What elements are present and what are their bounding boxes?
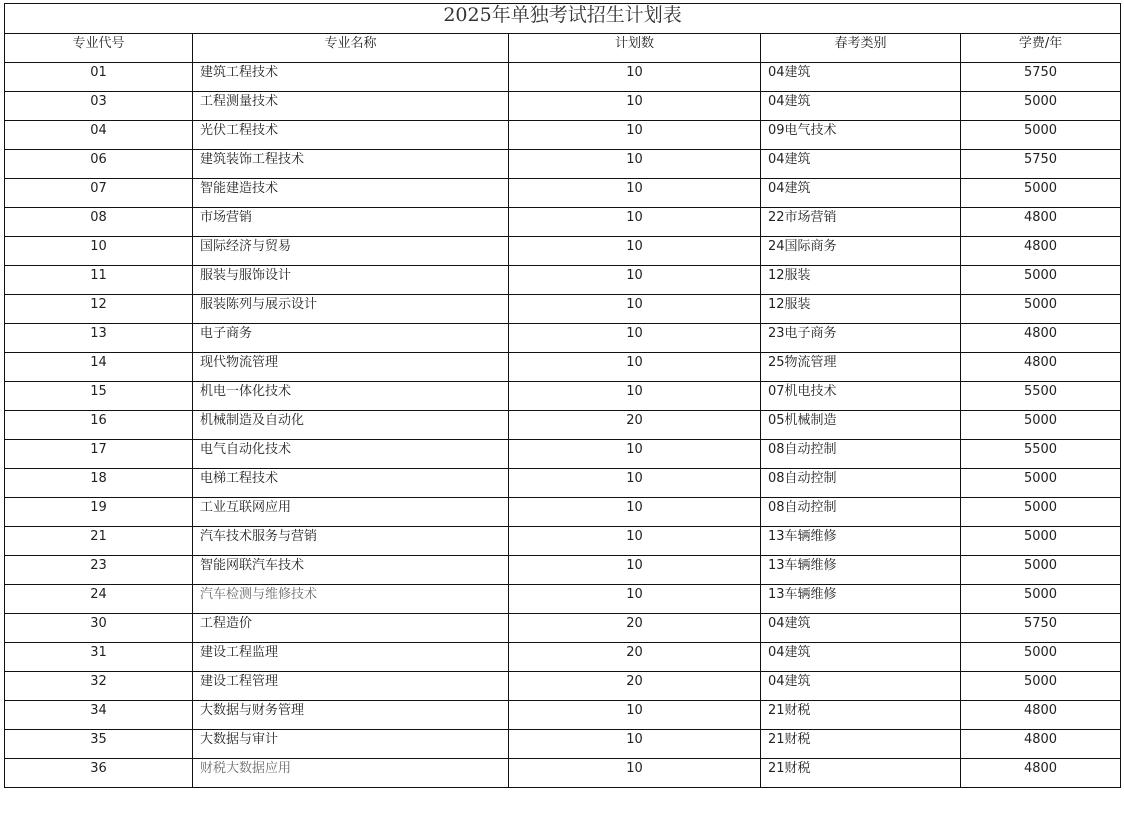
cell-tuition-fee: 5000 <box>961 498 1121 527</box>
cell-tuition-fee: 5000 <box>961 585 1121 614</box>
cell-major-name: 建设工程管理 <box>193 672 509 701</box>
cell-major-name: 汽车检测与维修技术 <box>193 585 509 614</box>
table-row <box>5 527 1121 556</box>
cell-tuition-fee: 5500 <box>961 440 1121 469</box>
table-row <box>5 208 1121 237</box>
table-row <box>5 469 1121 498</box>
cell-code: 30 <box>5 614 193 643</box>
table-row <box>5 121 1121 150</box>
cell-plan-count: 20 <box>509 643 761 672</box>
cell-major-name: 大数据与财务管理 <box>193 701 509 730</box>
table-row <box>5 585 1121 614</box>
cell-plan-count: 10 <box>509 469 761 498</box>
cell-code: 31 <box>5 643 193 672</box>
table-row <box>5 440 1121 469</box>
header-name: 专业名称 <box>193 34 509 63</box>
cell-tuition-fee: 5000 <box>961 121 1121 150</box>
cell-tuition-fee: 4800 <box>961 353 1121 382</box>
enrollment-plan-sheet <box>4 3 1120 788</box>
cell-tuition-fee: 5750 <box>961 63 1121 92</box>
cell-plan-count: 10 <box>509 730 761 759</box>
cell-tuition-fee: 5000 <box>961 295 1121 324</box>
header-plan: 计划数 <box>509 34 761 63</box>
cell-plan-count: 10 <box>509 63 761 92</box>
table-row <box>5 643 1121 672</box>
cell-major-name: 工程测量技术 <box>193 92 509 121</box>
cell-exam-category: 08自动控制 <box>761 498 961 527</box>
cell-tuition-fee: 5000 <box>961 469 1121 498</box>
cell-major-name: 国际经济与贸易 <box>193 237 509 266</box>
cell-code: 10 <box>5 237 193 266</box>
cell-exam-category: 09电气技术 <box>761 121 961 150</box>
cell-major-name: 机电一体化技术 <box>193 382 509 411</box>
cell-plan-count: 10 <box>509 440 761 469</box>
table-row <box>5 701 1121 730</box>
table-row <box>5 672 1121 701</box>
cell-code: 23 <box>5 556 193 585</box>
cell-tuition-fee: 5000 <box>961 411 1121 440</box>
cell-code: 06 <box>5 150 193 179</box>
header-category: 春考类别 <box>761 34 961 63</box>
cell-plan-count: 10 <box>509 237 761 266</box>
cell-plan-count: 20 <box>509 672 761 701</box>
cell-code: 12 <box>5 295 193 324</box>
cell-code: 08 <box>5 208 193 237</box>
table-row <box>5 324 1121 353</box>
cell-major-name: 智能建造技术 <box>193 179 509 208</box>
cell-exam-category: 13车辆维修 <box>761 556 961 585</box>
cell-exam-category: 21财税 <box>761 701 961 730</box>
cell-code: 11 <box>5 266 193 295</box>
header-fee: 学费/年 <box>961 34 1121 63</box>
table-row <box>5 92 1121 121</box>
cell-code: 19 <box>5 498 193 527</box>
table-row <box>5 150 1121 179</box>
cell-tuition-fee: 4800 <box>961 237 1121 266</box>
cell-exam-category: 21财税 <box>761 759 961 788</box>
cell-major-name: 建筑工程技术 <box>193 63 509 92</box>
cell-major-name: 汽车技术服务与营销 <box>193 527 509 556</box>
cell-major-name: 建设工程监理 <box>193 643 509 672</box>
table-row <box>5 353 1121 382</box>
cell-plan-count: 10 <box>509 266 761 295</box>
cell-tuition-fee: 5000 <box>961 179 1121 208</box>
cell-tuition-fee: 5000 <box>961 672 1121 701</box>
cell-plan-count: 20 <box>509 614 761 643</box>
cell-major-name: 服装与服饰设计 <box>193 266 509 295</box>
cell-exam-category: 04建筑 <box>761 63 961 92</box>
table-row <box>5 266 1121 295</box>
header-code: 专业代号 <box>5 34 193 63</box>
table-row <box>5 63 1121 92</box>
cell-exam-category: 04建筑 <box>761 672 961 701</box>
cell-code: 35 <box>5 730 193 759</box>
cell-plan-count: 10 <box>509 324 761 353</box>
cell-plan-count: 10 <box>509 121 761 150</box>
cell-major-name: 工程造价 <box>193 614 509 643</box>
table-row <box>5 759 1121 788</box>
cell-plan-count: 10 <box>509 208 761 237</box>
cell-code: 36 <box>5 759 193 788</box>
cell-tuition-fee: 5000 <box>961 92 1121 121</box>
cell-plan-count: 10 <box>509 527 761 556</box>
cell-code: 04 <box>5 121 193 150</box>
cell-tuition-fee: 4800 <box>961 324 1121 353</box>
cell-plan-count: 20 <box>509 411 761 440</box>
cell-tuition-fee: 5000 <box>961 643 1121 672</box>
cell-code: 32 <box>5 672 193 701</box>
cell-exam-category: 05机械制造 <box>761 411 961 440</box>
cell-plan-count: 10 <box>509 759 761 788</box>
cell-plan-count: 10 <box>509 498 761 527</box>
table-row <box>5 614 1121 643</box>
cell-exam-category: 04建筑 <box>761 614 961 643</box>
cell-exam-category: 08自动控制 <box>761 469 961 498</box>
cell-tuition-fee: 4800 <box>961 208 1121 237</box>
cell-exam-category: 21财税 <box>761 730 961 759</box>
cell-tuition-fee: 5750 <box>961 614 1121 643</box>
cell-code: 07 <box>5 179 193 208</box>
cell-exam-category: 22市场营销 <box>761 208 961 237</box>
cell-exam-category: 13车辆维修 <box>761 585 961 614</box>
table-row <box>5 730 1121 759</box>
table-title: 2025年单独考试招生计划表 <box>5 4 1121 34</box>
cell-code: 24 <box>5 585 193 614</box>
cell-code: 16 <box>5 411 193 440</box>
cell-major-name: 电梯工程技术 <box>193 469 509 498</box>
cell-major-name: 建筑装饰工程技术 <box>193 150 509 179</box>
cell-plan-count: 10 <box>509 150 761 179</box>
cell-major-name: 服装陈列与展示设计 <box>193 295 509 324</box>
cell-tuition-fee: 4800 <box>961 730 1121 759</box>
cell-tuition-fee: 5000 <box>961 556 1121 585</box>
cell-major-name: 大数据与审计 <box>193 730 509 759</box>
header-row <box>5 34 1121 63</box>
cell-tuition-fee: 5750 <box>961 150 1121 179</box>
cell-exam-category: 08自动控制 <box>761 440 961 469</box>
cell-major-name: 机械制造及自动化 <box>193 411 509 440</box>
cell-plan-count: 10 <box>509 701 761 730</box>
cell-exam-category: 12服装 <box>761 266 961 295</box>
cell-major-name: 工业互联网应用 <box>193 498 509 527</box>
cell-exam-category: 04建筑 <box>761 150 961 179</box>
table-row <box>5 179 1121 208</box>
cell-tuition-fee: 5000 <box>961 527 1121 556</box>
cell-exam-category: 25物流管理 <box>761 353 961 382</box>
cell-exam-category: 04建筑 <box>761 643 961 672</box>
table-row <box>5 498 1121 527</box>
cell-plan-count: 10 <box>509 382 761 411</box>
title-row <box>5 4 1121 34</box>
cell-code: 15 <box>5 382 193 411</box>
table-row <box>5 295 1121 324</box>
cell-tuition-fee: 5500 <box>961 382 1121 411</box>
cell-plan-count: 10 <box>509 92 761 121</box>
table-row <box>5 556 1121 585</box>
cell-plan-count: 10 <box>509 556 761 585</box>
cell-exam-category: 13车辆维修 <box>761 527 961 556</box>
cell-major-name: 市场营销 <box>193 208 509 237</box>
cell-major-name: 光伏工程技术 <box>193 121 509 150</box>
cell-major-name: 电气自动化技术 <box>193 440 509 469</box>
cell-exam-category: 04建筑 <box>761 92 961 121</box>
cell-exam-category: 07机电技术 <box>761 382 961 411</box>
cell-exam-category: 24国际商务 <box>761 237 961 266</box>
cell-code: 21 <box>5 527 193 556</box>
cell-code: 34 <box>5 701 193 730</box>
cell-exam-category: 04建筑 <box>761 179 961 208</box>
cell-tuition-fee: 4800 <box>961 701 1121 730</box>
cell-code: 13 <box>5 324 193 353</box>
cell-plan-count: 10 <box>509 179 761 208</box>
cell-plan-count: 10 <box>509 295 761 324</box>
cell-plan-count: 10 <box>509 585 761 614</box>
cell-major-name: 财税大数据应用 <box>193 759 509 788</box>
cell-code: 17 <box>5 440 193 469</box>
cell-code: 03 <box>5 92 193 121</box>
cell-major-name: 电子商务 <box>193 324 509 353</box>
table-row <box>5 411 1121 440</box>
cell-code: 01 <box>5 63 193 92</box>
cell-code: 18 <box>5 469 193 498</box>
cell-plan-count: 10 <box>509 353 761 382</box>
cell-tuition-fee: 4800 <box>961 759 1121 788</box>
cell-tuition-fee: 5000 <box>961 266 1121 295</box>
table-row <box>5 237 1121 266</box>
table-body <box>5 63 1121 788</box>
cell-major-name: 现代物流管理 <box>193 353 509 382</box>
cell-code: 14 <box>5 353 193 382</box>
cell-major-name: 智能网联汽车技术 <box>193 556 509 585</box>
table-row <box>5 382 1121 411</box>
enrollment-plan-table <box>4 3 1121 788</box>
cell-exam-category: 12服装 <box>761 295 961 324</box>
cell-exam-category: 23电子商务 <box>761 324 961 353</box>
